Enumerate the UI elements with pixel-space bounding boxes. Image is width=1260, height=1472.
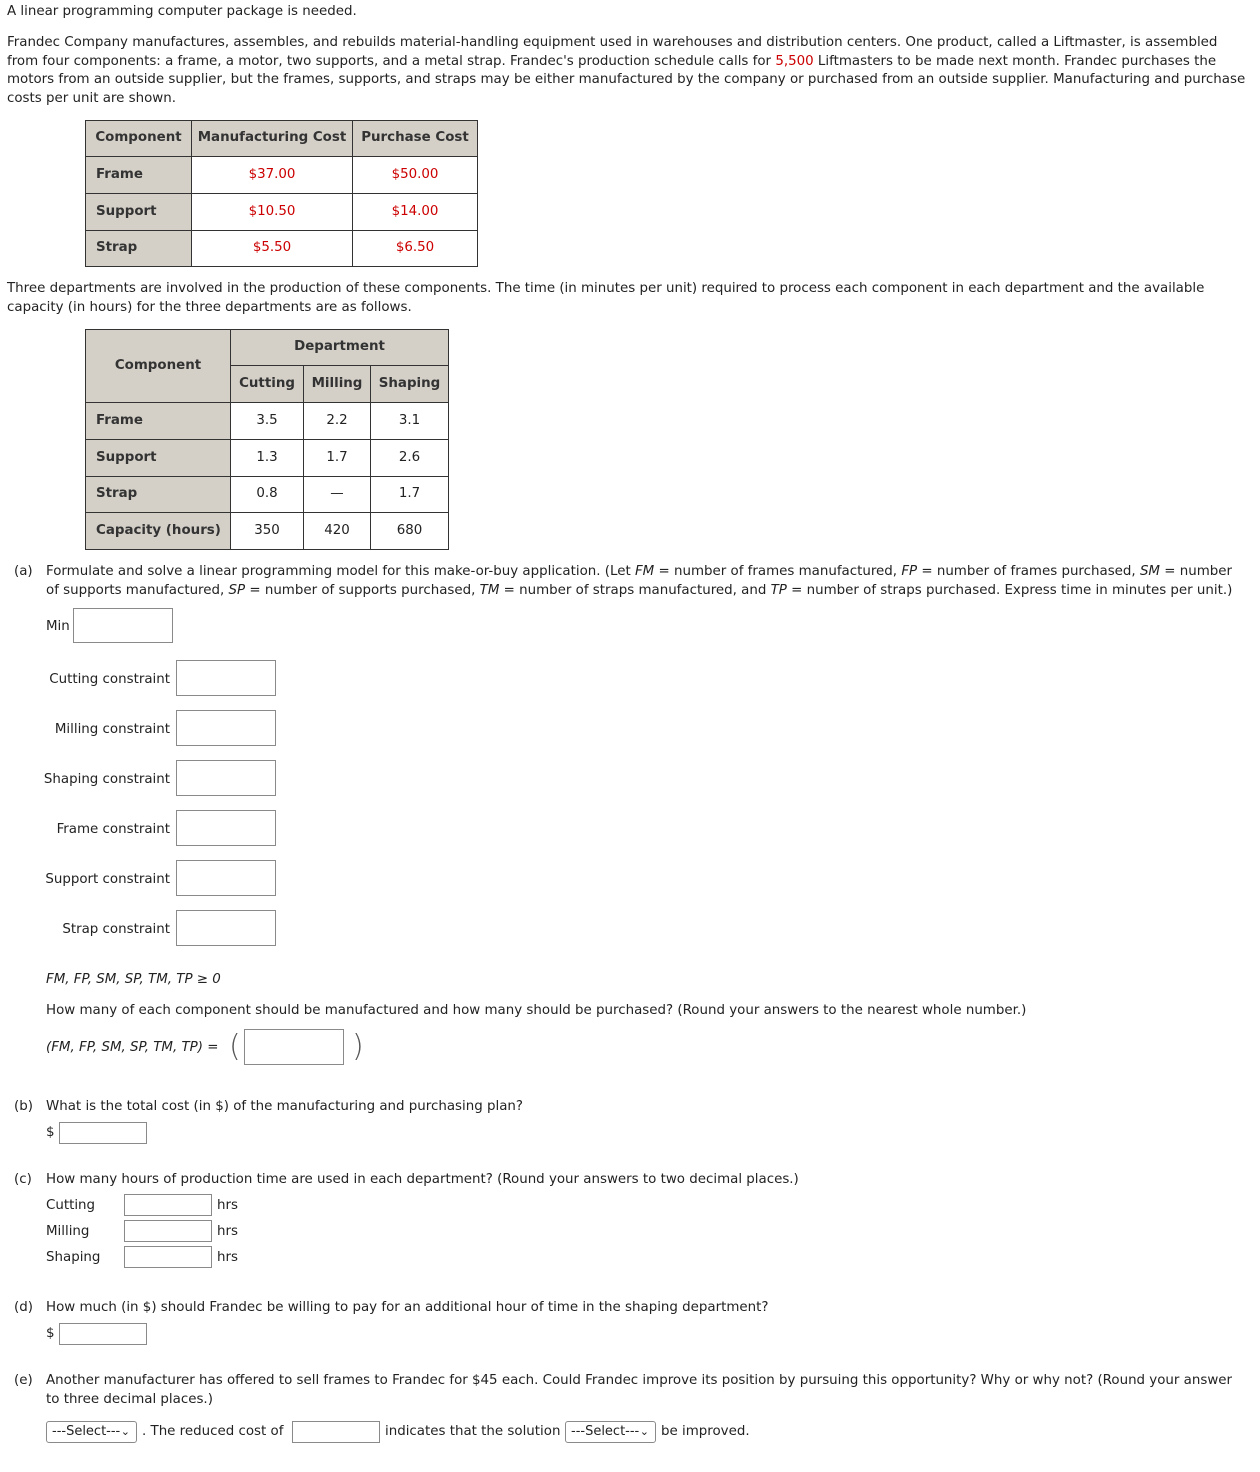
cutting-constraint-label: Cutting constraint bbox=[49, 672, 170, 687]
dollar-sign: $ bbox=[46, 1125, 55, 1140]
be-improved-text: be improved. bbox=[661, 1424, 750, 1439]
frame-constraint-input[interactable] bbox=[176, 810, 276, 846]
dept-header-component: Component bbox=[86, 330, 231, 403]
cost-header-purchase: Purchase Cost bbox=[353, 121, 478, 157]
strap-constraint-label: Strap constraint bbox=[62, 922, 170, 937]
part-d-marker: (d) bbox=[14, 1300, 33, 1315]
cost-header-manufacturing: Manufacturing Cost bbox=[192, 121, 353, 157]
dept-cell: 3.1 bbox=[371, 403, 449, 440]
cutting-constraint-input[interactable] bbox=[176, 660, 276, 696]
solution-select[interactable] bbox=[565, 1421, 656, 1443]
frame-constraint-label: Frame constraint bbox=[56, 822, 170, 837]
dept-cell: 1.7 bbox=[304, 440, 371, 477]
shaping-hour-value-input[interactable] bbox=[59, 1323, 147, 1345]
part-a-followup-question: How many of each component should be manufactured and how many should be purchased? (Round your answers to the nearest whole number.) bbox=[46, 1003, 1027, 1018]
nonnegativity-text: FM, FP, SM, SP, TM, TP ≥ 0 bbox=[46, 972, 221, 987]
dept-row-label: Strap bbox=[86, 477, 231, 513]
shaping-hours-input[interactable] bbox=[124, 1246, 212, 1268]
min-label: Min bbox=[46, 619, 70, 634]
cutting-hours-input[interactable] bbox=[124, 1194, 212, 1216]
dept-row-label: Support bbox=[86, 440, 231, 477]
dept-cell: — bbox=[304, 477, 371, 513]
support-constraint-input[interactable] bbox=[176, 860, 276, 896]
shaping-constraint-input[interactable] bbox=[176, 760, 276, 796]
part-a-marker: (a) bbox=[14, 564, 33, 579]
cost-row-label: Support bbox=[86, 194, 192, 231]
improve-select-value: ---Select--- bbox=[52, 1424, 121, 1439]
chevron-down-icon: ⌄ bbox=[639, 1425, 649, 1438]
indicates-text: indicates that the solution bbox=[385, 1424, 561, 1439]
strap-constraint-input[interactable] bbox=[176, 910, 276, 946]
improve-select[interactable] bbox=[46, 1421, 137, 1443]
dept-cell: 420 bbox=[304, 513, 371, 550]
dept-header-cutting: Cutting bbox=[231, 366, 304, 403]
dept-row-label: Frame bbox=[86, 403, 231, 440]
dollar-sign: $ bbox=[46, 1326, 55, 1341]
open-paren: ( bbox=[229, 1029, 241, 1064]
tuple-label: (FM, FP, SM, SP, TM, TP) = bbox=[46, 1040, 219, 1055]
dept-cell: 680 bbox=[371, 513, 449, 550]
dept-cell: 1.7 bbox=[371, 477, 449, 513]
dept-header-shaping: Shaping bbox=[371, 366, 449, 403]
liftmaster-quantity: 5,500 bbox=[775, 53, 814, 69]
reduced-cost-input[interactable] bbox=[292, 1421, 380, 1443]
hrs-unit: hrs bbox=[217, 1224, 238, 1239]
dept-row-label: Capacity (hours) bbox=[86, 513, 231, 550]
dept-header-department: Department bbox=[231, 330, 449, 366]
chevron-down-icon: ⌄ bbox=[120, 1425, 130, 1438]
cost-cell: $14.00 bbox=[353, 194, 478, 231]
problem-paragraph-2: Three departments are involved in the production of these components. The time (in minutes per unit) required to process each component in each department and the available capacity (in hours) for the three departments are as follows. bbox=[7, 281, 1205, 315]
cost-cell: $10.50 bbox=[192, 194, 353, 231]
reduced-cost-text: . The reduced cost of bbox=[142, 1424, 284, 1439]
cost-cell: $5.50 bbox=[192, 231, 353, 267]
part-a-question: Formulate and solve a linear programming model for this make-or-buy application. (Let FM = number of frames manufactured, FP = number of frames purchased, SM = number of supports manufactured, SP = number of supports purchased, TM = number of straps manufactured, and TP = number of straps purchased. Express time in minutes per unit.) bbox=[46, 564, 1233, 598]
cost-table bbox=[85, 120, 478, 267]
problem-paragraph-1: Frandec Company manufactures, assembles, and rebuilds material-handling equipment used in warehouses and distribution centers. One product, called a Liftmaster, is assembled from four components: a frame, a motor, two supports, and a metal strap. Frandec's production schedule calls for 5,500 Liftmasters to be made next month. Frandec purchases the motors from an outside supplier, but the frames, supports, and straps may be either manufactured by the company or purchased from an outside supplier. Manufacturing and purchase costs per unit are shown. bbox=[7, 35, 1246, 106]
shaping-constraint-label: Shaping constraint bbox=[43, 772, 170, 787]
dept-cell: 1.3 bbox=[231, 440, 304, 477]
cost-cell: $37.00 bbox=[192, 157, 353, 194]
shaping-hours-label: Shaping bbox=[46, 1250, 101, 1265]
cost-row-label: Frame bbox=[86, 157, 192, 194]
objective-input[interactable] bbox=[73, 608, 173, 643]
dept-cell: 2.2 bbox=[304, 403, 371, 440]
cost-header-component: Component bbox=[86, 121, 192, 157]
dept-cell: 0.8 bbox=[231, 477, 304, 513]
cost-cell: $50.00 bbox=[353, 157, 478, 194]
cost-cell: $6.50 bbox=[353, 231, 478, 267]
milling-hours-label: Milling bbox=[46, 1224, 90, 1239]
dept-header-milling: Milling bbox=[304, 366, 371, 403]
dept-cell: 2.6 bbox=[371, 440, 449, 477]
part-b-question: What is the total cost (in $) of the manufacturing and purchasing plan? bbox=[46, 1099, 523, 1114]
part-b-marker: (b) bbox=[14, 1099, 33, 1114]
close-paren: ) bbox=[352, 1029, 364, 1064]
dept-cell: 350 bbox=[231, 513, 304, 550]
part-e-question: Another manufacturer has offered to sell frames to Frandec for $45 each. Could Frandec improve its position by pursuing this opportunity? Why or why not? (Round your answer to three decimal places.) bbox=[46, 1373, 1233, 1407]
support-constraint-label: Support constraint bbox=[45, 872, 170, 887]
part-e-marker: (e) bbox=[14, 1373, 33, 1388]
solution-tuple-input[interactable] bbox=[244, 1029, 344, 1065]
total-cost-input[interactable] bbox=[59, 1122, 147, 1144]
department-table bbox=[85, 329, 449, 550]
milling-hours-input[interactable] bbox=[124, 1220, 212, 1242]
milling-constraint-label: Milling constraint bbox=[54, 722, 170, 737]
cutting-hours-label: Cutting bbox=[46, 1198, 96, 1213]
intro-text: A linear programming computer package is needed. bbox=[7, 4, 357, 19]
hrs-unit: hrs bbox=[217, 1250, 238, 1265]
cost-row-label: Strap bbox=[86, 231, 192, 267]
dept-cell: 3.5 bbox=[231, 403, 304, 440]
milling-constraint-input[interactable] bbox=[176, 710, 276, 746]
part-c-question: How many hours of production time are used in each department? (Round your answers to two decimal places.) bbox=[46, 1172, 799, 1187]
hrs-unit: hrs bbox=[217, 1198, 238, 1213]
part-c-marker: (c) bbox=[14, 1172, 32, 1187]
part-d-question: How much (in $) should Frandec be willing to pay for an additional hour of time in the shaping department? bbox=[46, 1300, 769, 1315]
solution-select-value: ---Select--- bbox=[571, 1424, 640, 1439]
